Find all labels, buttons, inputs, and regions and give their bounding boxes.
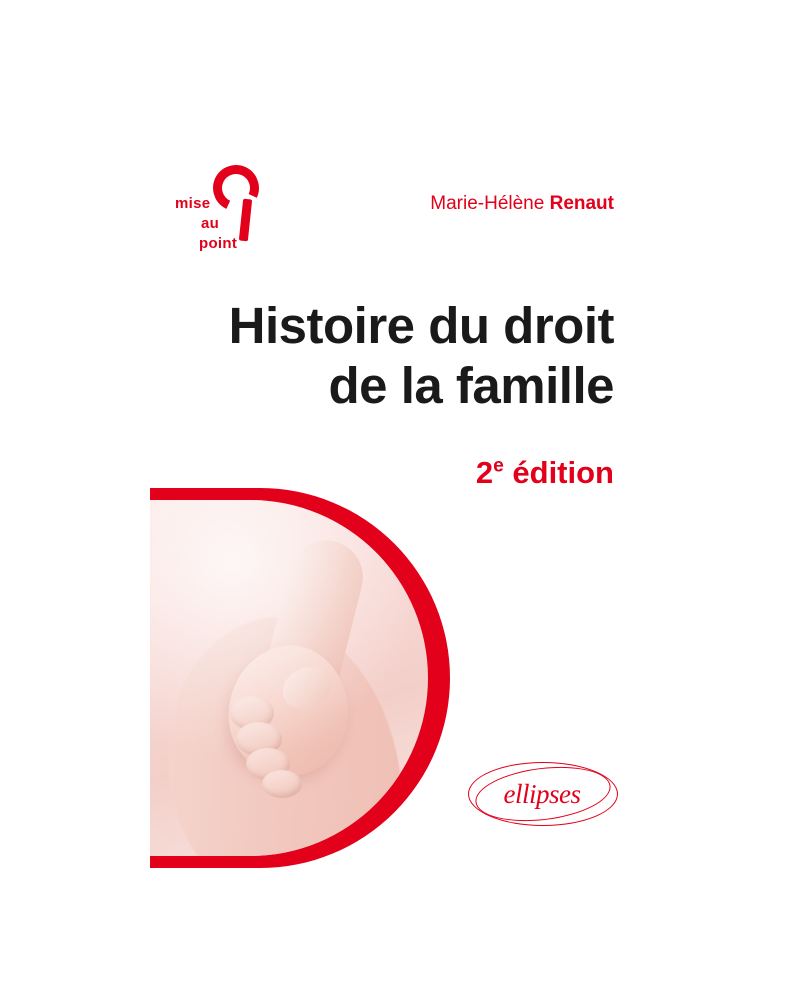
- collection-label-line3: point: [199, 235, 238, 252]
- circle-arc-icon: [207, 159, 266, 218]
- publisher-name: ellipses: [503, 779, 581, 809]
- edition-ordinal: e: [493, 455, 504, 477]
- collection-label-line2: au: [201, 215, 220, 232]
- title-line-2: de la famille: [328, 357, 614, 415]
- edition-word: édition: [503, 455, 614, 490]
- title-line-1: Histoire du droit: [228, 297, 614, 354]
- photo-highlight: [150, 500, 428, 856]
- publisher-logo: [468, 762, 616, 824]
- author-name: [430, 193, 614, 215]
- author-surname: Renaut: [549, 193, 614, 214]
- author-firstname: Marie-Hélène: [430, 193, 545, 214]
- collection-label-line1: mise: [175, 195, 211, 212]
- page-title: [150, 296, 614, 416]
- cover-photo: [150, 488, 455, 868]
- collection-logo: [175, 165, 285, 265]
- edition-number: 2: [475, 455, 494, 490]
- edition-label: [476, 455, 614, 491]
- photo-image: [150, 500, 428, 856]
- book-cover: [150, 0, 650, 1008]
